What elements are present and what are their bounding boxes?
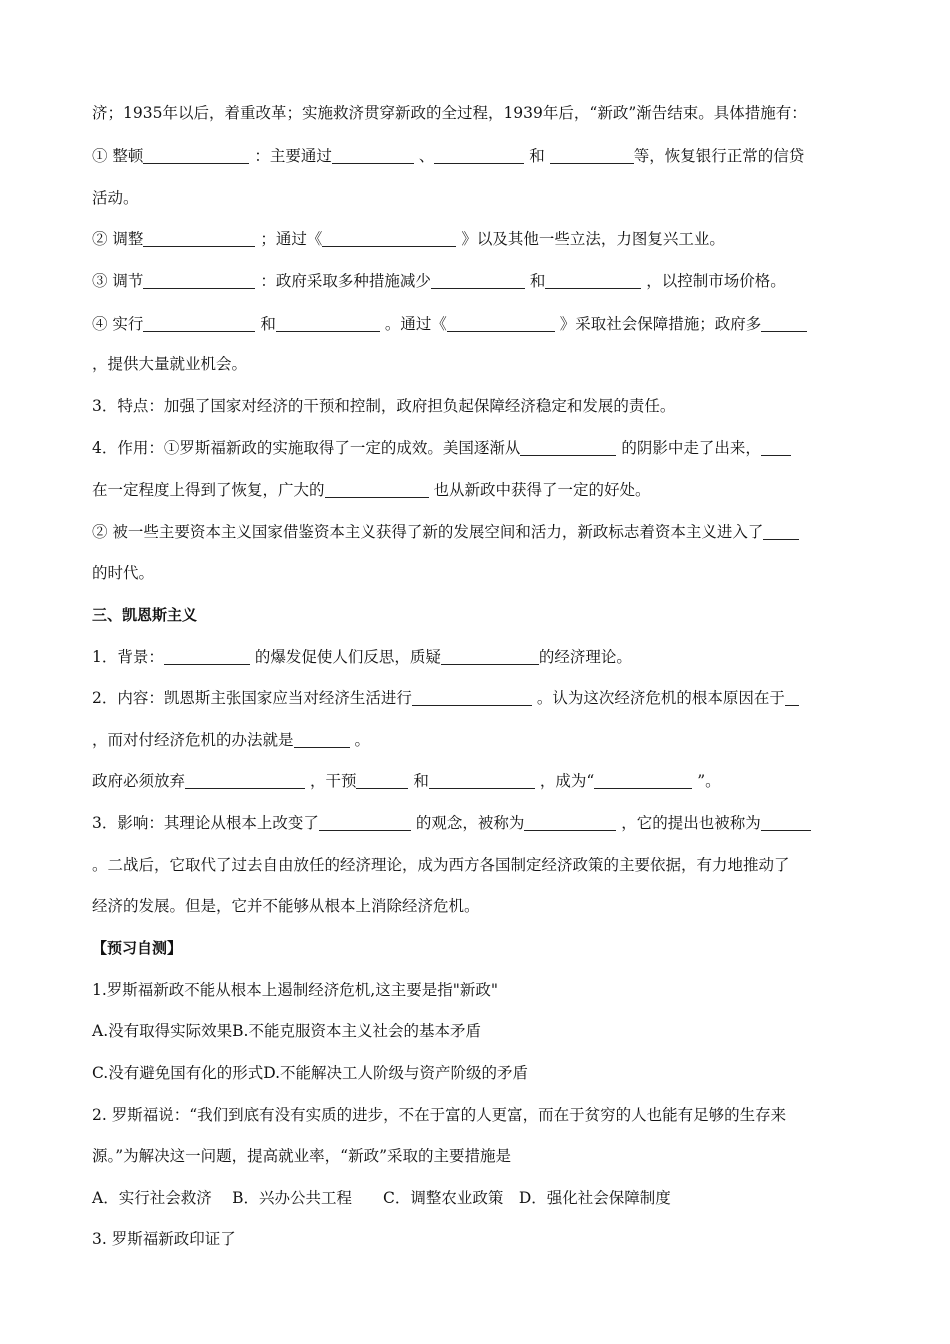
question-text: 2. 罗斯福说：“我们到底有没有实质的进步，不在于富的人更富，而在于贫穷的人也能有足够的生存来 [92,1106,787,1124]
text-line [92,1063,528,1083]
text-span: 3．特点：加强了国家对经济的干预和控制，政府担负起保障经济稳定和发展的责任。 [92,397,676,415]
text-span: 的观念，被称为 [415,814,525,832]
question-text: 1.罗斯福新政不能从根本上遏制经济危机,这主要是指"新政" [92,981,498,999]
text-line [92,896,480,916]
text-line [92,730,370,750]
text-span: 也从新政中获得了一定的好处。 [433,481,651,499]
text-line [92,271,786,291]
text-span: ：主要通过 [254,147,332,165]
text-span: 2．内容：凯恩斯主张国家应当对经济生活进行 [92,689,412,707]
text-line [92,146,804,166]
text-span: 和 [529,272,546,290]
text-span: 》以及其他一些立法，力图复兴工业。 [461,230,725,248]
text-span: ② 被一些主要资本主义国家借鉴资本主义获得了新的发展空间和活力，新政标志着资本主义进入了 [92,523,764,541]
text-line [92,1146,511,1166]
text-line [92,1188,671,1208]
text-span: 和 [260,315,276,333]
text-span: 活动。 [92,189,139,207]
text-span: ，以控制市场价格。 [646,272,786,290]
text-line [92,1229,236,1249]
answer-options: C.没有避免国有化的形式D.不能解决工人阶级与资产阶级的矛盾 [92,1064,529,1082]
text-span: 。认为这次经济危机的根本原因在于 [536,689,785,707]
fill-blank[interactable] [319,814,411,831]
text-span: ① 整顿 [92,147,144,165]
fill-blank[interactable] [294,731,350,748]
text-line [92,396,675,416]
text-line [92,354,247,374]
fill-blank[interactable] [143,230,255,247]
text-line [92,438,791,458]
fill-blank[interactable] [545,272,641,289]
text-span: ④ 实行 [92,315,144,333]
fill-blank[interactable] [761,439,791,456]
text-span: 4．作用：①罗斯福新政的实施取得了一定的成效。美国逐渐从 [92,439,521,457]
text-span: 》采取社会保障措施；政府多 [559,315,762,333]
fill-blank[interactable] [143,147,249,164]
fill-blank[interactable] [332,147,414,164]
text-line [92,188,139,208]
text-line [92,229,725,249]
text-span: 等，恢复银行正常的信贷 [633,147,805,165]
text-span: 。通过《 [384,315,447,333]
text-line [92,771,721,791]
fill-blank[interactable] [276,315,380,332]
text-line [92,314,807,334]
fill-blank[interactable] [520,439,616,456]
question-text: 3. 罗斯福新政印证了 [92,1230,236,1248]
question-text: 源。”为解决这一问题，提高就业率，“新政”采取的主要措施是 [92,1147,512,1165]
text-span: 政府必须放弃 [92,772,186,790]
text-span: 。二战后，它取代了过去自由放任的经济理论，成为西方各国制定经济政策的主要依据，有力地推动了 [92,856,790,874]
fill-blank[interactable] [434,147,524,164]
fill-blank[interactable] [441,648,539,665]
fill-blank[interactable] [143,315,255,332]
fill-blank[interactable] [431,272,525,289]
text-span: ，干预 [309,772,357,790]
fill-blank[interactable] [761,315,807,332]
fill-blank[interactable] [185,772,305,789]
answer-options: A．实行社会救济 B．兴办公共工程 C．调整农业政策 D．强化社会保障制度 [92,1189,671,1207]
text-line [92,1105,786,1125]
fill-blank[interactable] [785,689,799,706]
text-span: ：政府采取多种措施减少 [260,272,431,290]
text-line [92,103,807,123]
fill-blank[interactable] [143,272,255,289]
text-span: 济；1935年以后，着重改革；实施救济贯穿新政的全过程，1939年后，“新政”渐告结束。具体措施有： [92,104,807,122]
text-span: 的经济理论。 [538,648,632,666]
text-span: 的阴影中走了出来， [621,439,761,457]
fill-blank[interactable] [550,147,634,164]
section-heading: 【预习自测】 [92,939,183,957]
fill-blank[interactable] [761,814,811,831]
fill-blank[interactable] [164,648,250,665]
text-span: ；通过《 [260,230,323,248]
fill-blank[interactable] [412,689,532,706]
fill-blank[interactable] [322,230,456,247]
fill-blank[interactable] [763,523,799,540]
text-span: 和 [413,772,429,790]
text-span: 。 [354,731,370,749]
text-line [92,522,799,542]
text-line [92,855,790,875]
answer-options: A.没有取得实际效果B.不能克服资本主义社会的基本矛盾 [92,1022,481,1040]
text-span: 1．背景： [92,648,164,666]
text-span: 的爆发促使人们反思，质疑 [254,648,441,666]
text-line [92,647,632,667]
text-span: ，而对付经济危机的办法就是 [92,731,294,749]
text-span: ，提供大量就业机会。 [92,355,248,373]
fill-blank[interactable] [524,814,616,831]
fill-blank[interactable] [594,772,692,789]
text-line [92,813,811,833]
text-span: 和 [529,147,545,165]
text-span: ③ 调节 [92,272,144,290]
text-span: 3．影响：其理论从根本上改变了 [92,814,319,832]
text-span: ，成为“ [539,772,595,790]
text-span: 经济的发展。但是，它并不能够从根本上消除经济危机。 [92,897,480,915]
text-line [92,1021,481,1041]
text-line [92,480,650,500]
text-span: 、 [418,147,435,165]
text-span: ，它的提出也被称为 [621,814,761,832]
fill-blank[interactable] [325,481,429,498]
fill-blank[interactable] [356,772,408,789]
text-span: ② 调整 [92,230,144,248]
text-line [92,980,498,1000]
section-heading: 三、凯恩斯主义 [92,606,198,624]
text-line [92,563,154,583]
text-line [92,688,799,708]
text-span: ”。 [697,772,721,790]
text-span: 的时代。 [92,564,155,582]
text-span: 在一定程度上得到了恢复，广大的 [92,481,325,499]
fill-blank[interactable] [447,315,555,332]
fill-blank[interactable] [429,772,535,789]
